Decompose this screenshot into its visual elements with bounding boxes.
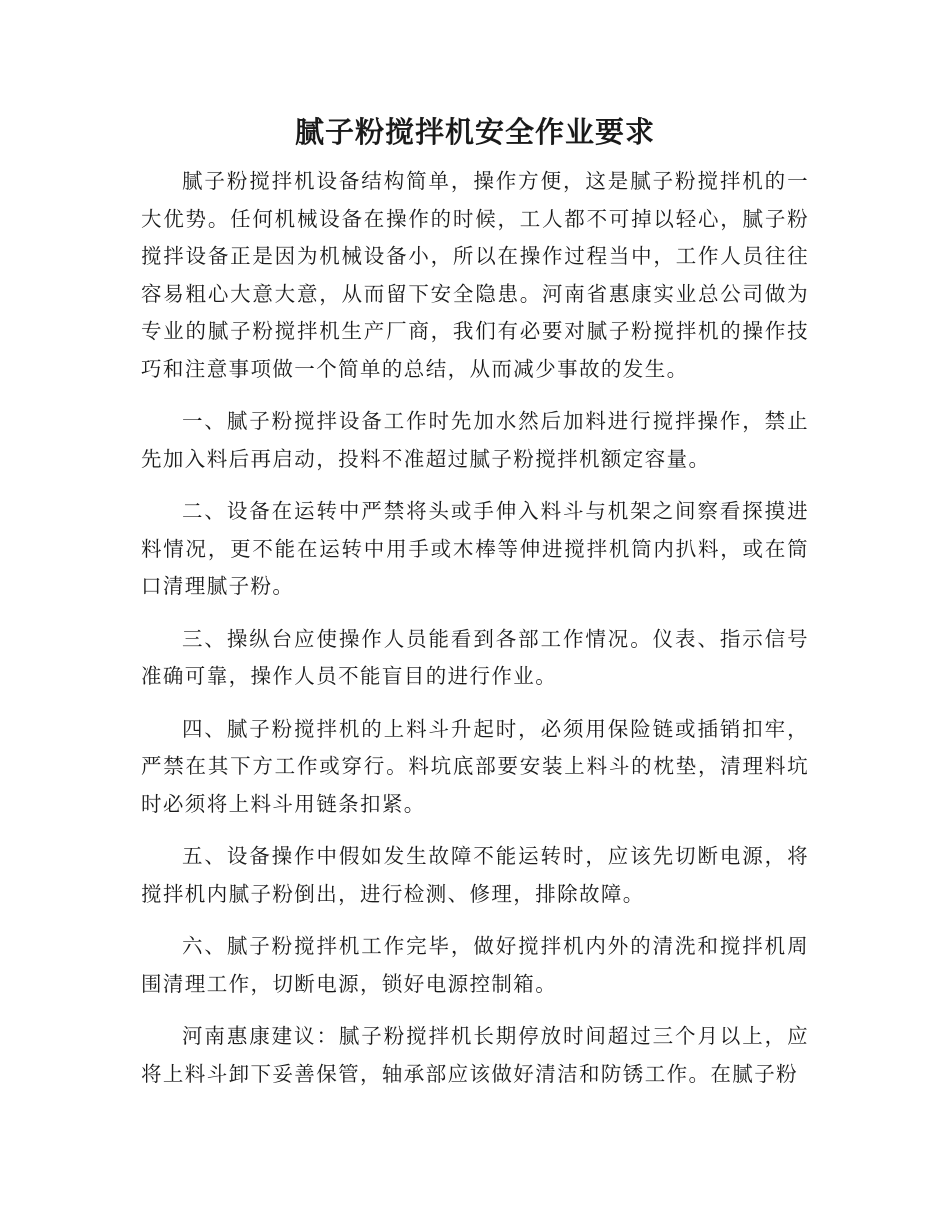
- document-title: 腻子粉搅拌机安全作业要求: [294, 115, 655, 149]
- paragraph-rule-1: 一、腻子粉搅拌设备工作时先加水然后加料进行搅拌操作，禁止先加入料后再启动，投料不准超过腻子粉搅拌机额定容量。: [141, 409, 809, 471]
- paragraph-rule-5: 五、设备操作中假如发生故障不能运转时，应该先切断电源，将搅拌机内腻子粉倒出，进行检测、修理，排除故障。: [141, 844, 809, 906]
- paragraph-rule-2: 二、设备在运转中严禁将头或手伸入料斗与机架之间察看探摸进料情况，更不能在运转中用手或木棒等伸进搅拌机筒内扒料，或在筒口清理腻子粉。: [141, 499, 809, 598]
- paragraph-rule-4: 四、腻子粉搅拌机的上料斗升起时，必须用保险链或插销扣牢，严禁在其下方工作或穿行。料坑底部要安装上料斗的枕垫，清理料坑时必须将上料斗用链条扣紧。: [141, 716, 809, 816]
- document-body: [141, 163, 809, 1093]
- paragraph-recommendation: 河南惠康建议：腻子粉搅拌机长期停放时间超过三个月以上，应将上料斗卸下妥善保管，轴承部应该做好清洁和防锈工作。在腻子粉: [141, 1024, 809, 1086]
- paragraph-rule-3: 三、操纵台应使操作人员能看到各部工作情况。仪表、指示信号准确可靠，操作人员不能盲目的进行作业。: [141, 626, 809, 688]
- paragraph-intro: 腻子粉搅拌机设备结构简单，操作方便，这是腻子粉搅拌机的一大优势。任何机械设备在操作的时候，工人都不可掉以轻心，腻子粉搅拌设备正是因为机械设备小，所以在操作过程当中，工作人员往往容易粗心大意大意，从而留下安全隐患。河南省惠康实业总公司做为专业的腻子粉搅拌机生产厂商，我们有必要对腻子粉搅拌机的操作技巧和注意事项做一个简单的总结，从而减少事故的发生。: [141, 169, 809, 381]
- paragraph-rule-6: 六、腻子粉搅拌机工作完毕，做好搅拌机内外的清洗和搅拌机周围清理工作，切断电源，锁好电源控制箱。: [141, 934, 809, 996]
